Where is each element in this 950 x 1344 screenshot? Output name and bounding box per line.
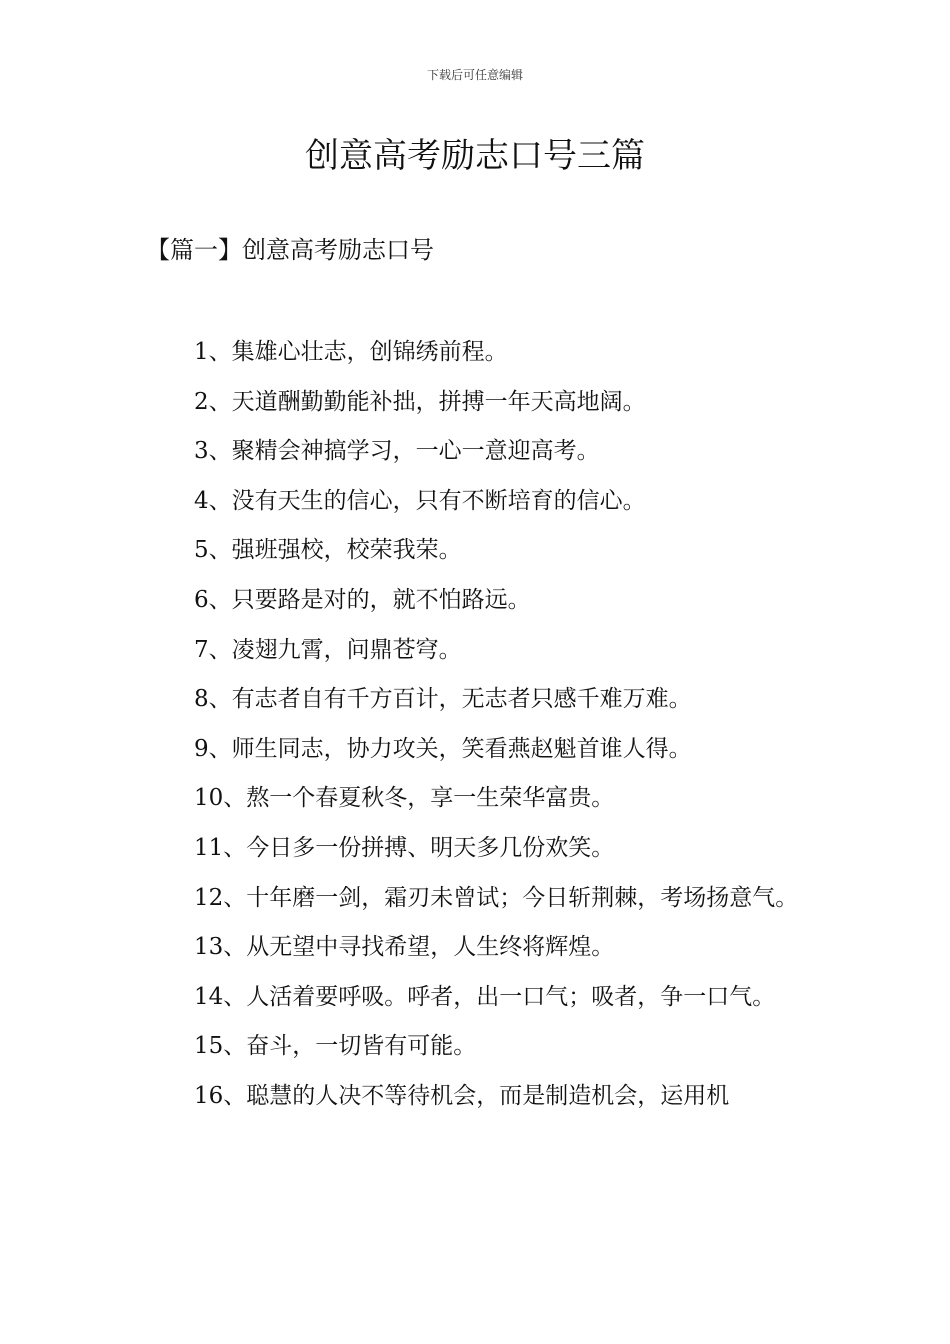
list-item: 8、有志者自有千方百计，无志者只感千难万难。: [194, 686, 692, 713]
section-heading: 【篇一】创意高考励志口号: [146, 236, 434, 264]
list-item: 5、强班强校，校荣我荣。: [194, 537, 462, 564]
list-item: 15、奋斗，一切皆有可能。: [194, 1033, 477, 1060]
list-item: 12、十年磨一剑，霜刃未曾试；今日斩荆棘，考场扬意气。: [194, 884, 799, 911]
list-item: 11、今日多一份拼搏、明天多几份欢笑。: [194, 834, 615, 861]
list-item: 7、凌翅九霄，问鼎苍穹。: [194, 636, 462, 663]
list-item: 13、从无望中寻找希望，人生终将辉煌。: [194, 934, 615, 961]
list-item: 3、聚精会神搞学习，一心一意迎高考。: [194, 438, 600, 465]
list-item: 9、师生同志，协力攻关，笑看燕赵魁首谁人得。: [194, 735, 692, 762]
document-title: 创意高考励志口号三篇: [305, 136, 645, 176]
list-item: 14、人活着要呼吸。呼者，出一口气；吸者，争一口气。: [194, 983, 776, 1010]
list-item: 10、熬一个春夏秋冬，享一生荣华富贵。: [194, 785, 615, 812]
list-item: 1、集雄心壮志，创锦绣前程。: [194, 339, 508, 365]
header-note: 下载后可任意编辑: [426, 68, 523, 82]
list-item: 4、没有天生的信心，只有不断培育的信心。: [194, 487, 646, 514]
slogan-list: [146, 328, 808, 1122]
list-item: 2、天道酬勤勤能补拙，拼搏一年天高地阔。: [194, 388, 646, 415]
list-item: 16、聪慧的人决不等待机会，而是制造机会，运用机: [194, 1082, 730, 1109]
list-item: 6、只要路是对的，就不怕路远。: [194, 586, 531, 613]
